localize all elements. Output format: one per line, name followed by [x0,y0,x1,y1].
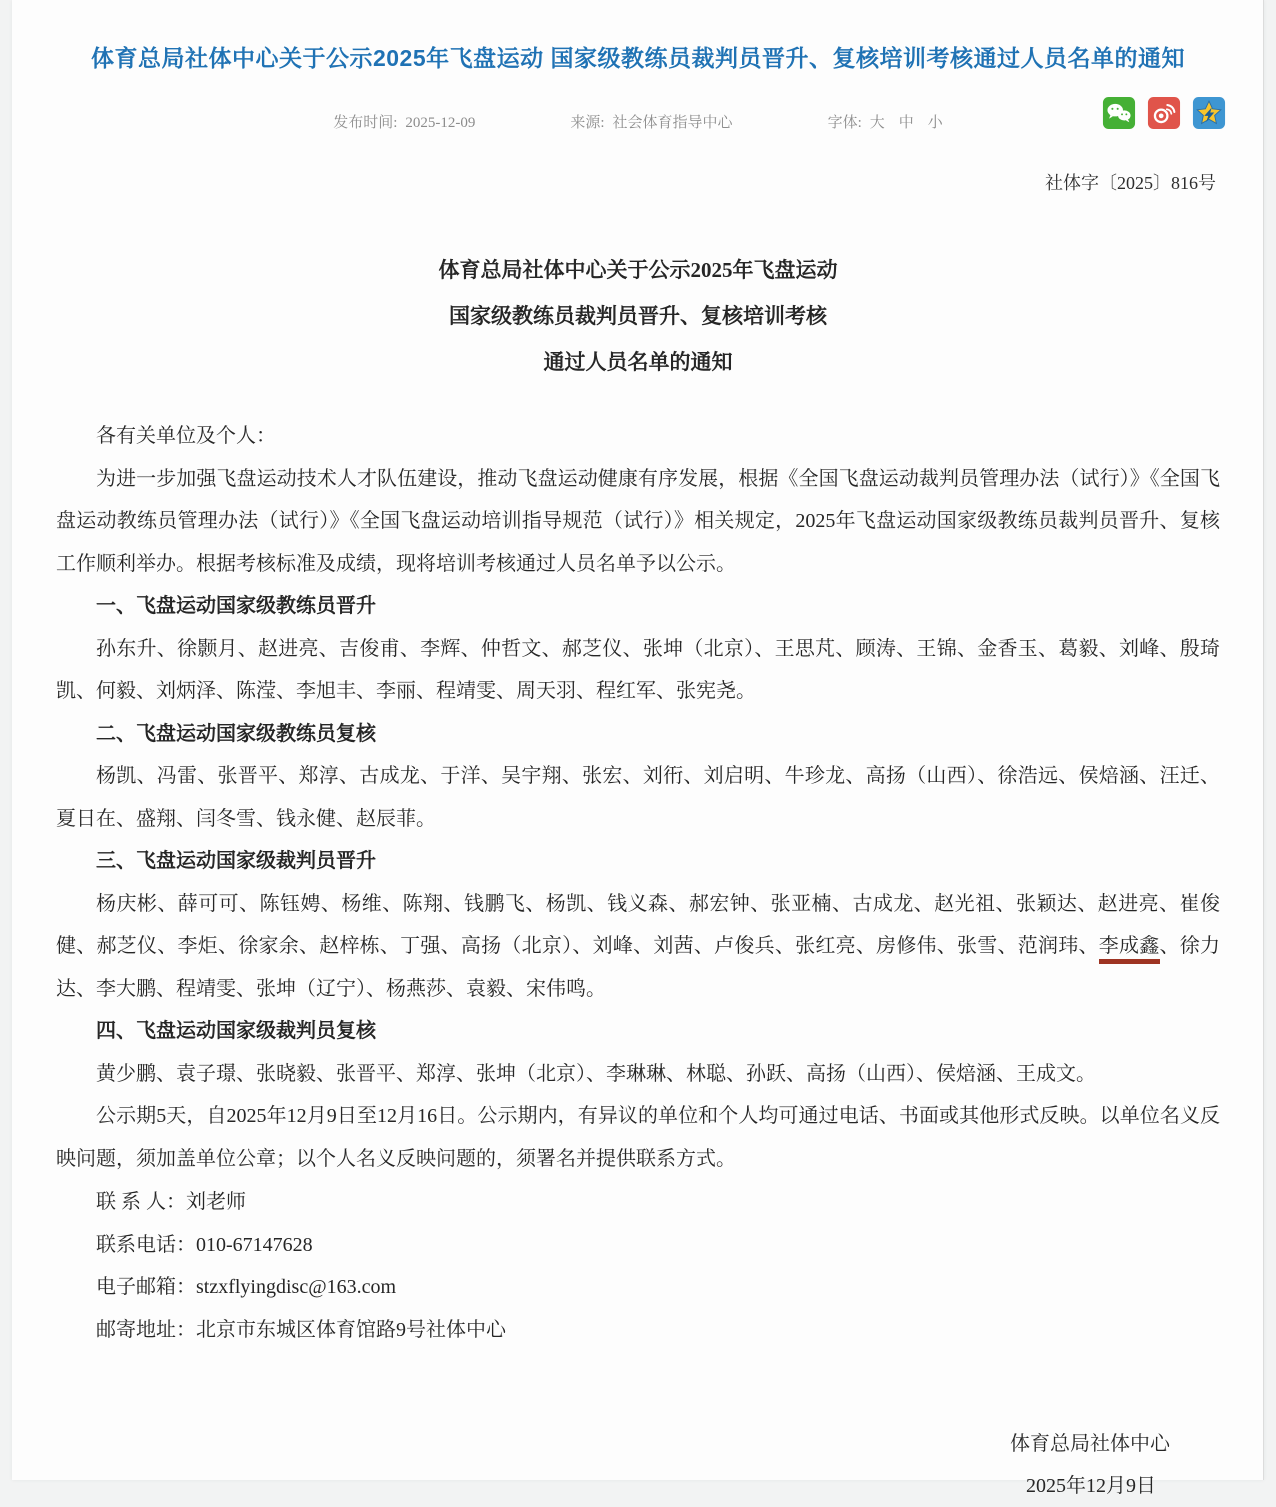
notice-period-paragraph: 公示期5天，自2025年12月9日至12月16日。公示期内，有异议的单位和个人均可通过电话、书面或其他形式反映。以单位名义反映问题，须加盖单位公章；以个人名义反映问题的，须署名并提供联系方式。 [56,1105,1220,1170]
contact-label: 联 系 人： [96,1191,186,1213]
font-size-large[interactable]: 大 [869,114,885,131]
intro-paragraph: 为进一步加强飞盘运动技术人才队伍建设，推动飞盘运动健康有序发展，根据《全国飞盘运动裁判员管理办法（试行）》《全国飞盘运动教练员管理办法（试行）》《全国飞盘运动培训指导规范（试行）》相关规定，2025年飞盘运动国家级教练员裁判员晋升、复核工作顺利举办。根据考核标准及成绩，现将培训考核通过人员名单予以公示。 [56,467,1220,575]
section-2-names [56,755,1220,840]
name-list: 杨凯、冯雷、张晋平、郑淳、古成龙、于洋、吴宇翔、张宏、刘衎、刘启明、牛珍龙、高扬（山西）、徐浩远、侯焙涵、汪迁、夏日在、盛翔、闫冬雪、钱永健、赵辰菲。 [56,765,1220,830]
source [570,111,732,132]
page-header [12,0,1264,141]
font-size-small[interactable]: 小 [927,114,943,131]
wechat-share-icon[interactable] [1102,96,1136,130]
salutation: 各有关单位及个人： [96,425,276,447]
page [12,0,1264,1497]
name-list: 杨庆彬、薛可可、陈钰娉、杨维、陈翔、钱鹏飞、杨凯、钱义森、郝宏钟、张亚楠、古成龙、赵光祖、张颖达、赵进亮、崔俊健、郝芝仪、李炬、徐家余、赵梓栋、丁强、高扬（北京）、刘峰、刘茜、卢俊兵、张红亮、房修伟、张雪、范润玮、 [56,892,1220,957]
contact-label: 联系电话： [96,1233,196,1256]
source-label: 来源: [570,114,605,131]
contact-value: stzxflyingdisc@163.com [196,1276,397,1298]
section-2-heading: 二、飞盘运动国家级教练员复核 [96,722,376,745]
section-3-names [56,883,1220,1011]
section-4-heading: 四、飞盘运动国家级裁判员复核 [96,1020,376,1042]
highlighted-name: 李成鑫 [1099,935,1160,964]
contact-block [56,1181,1220,1351]
section-4-names [56,1053,1220,1096]
font-size-label: 字体: [827,114,862,131]
document-title-line-2: 国家级教练员裁判员晋升、复核培训考核 [449,304,827,328]
section-1-names [56,628,1220,713]
document-body [56,415,1220,1507]
signature-block [56,1423,1220,1507]
contact-value: 北京市东城区体育馆路9号社体中心 [196,1318,506,1341]
right-edge-divider [1263,0,1264,1480]
contact-address [56,1309,1220,1352]
favorite-star-icon[interactable] [1192,96,1226,130]
contact-person [56,1181,1220,1224]
weibo-share-icon[interactable] [1147,96,1181,130]
contact-phone [56,1224,1220,1267]
contact-value: 刘老师 [186,1191,246,1213]
font-size-switcher [828,111,943,132]
name-list: 孙东升、徐颢月、赵进亮、吉俊甫、李辉、仲哲文、郝芝仪、张坤（北京）、王思芃、顾涛、王锦、金香玉、葛毅、刘峰、殷琦凯、何毅、刘炳泽、陈滢、李旭丰、李丽、程靖雯、周天羽、程红军、张宪尧。 [56,637,1220,702]
document-title-line-1: 体育总局社体中心关于公示2025年飞盘运动 [438,258,838,282]
contact-label: 邮寄地址： [96,1318,196,1341]
publish-time-label: 发布时间: [333,114,398,131]
page-title: 体育总局社体中心关于公示2025年飞盘运动 国家级教练员裁判员晋升、复核培训考核通过人员名单的通知 [90,45,1186,71]
contact-value: 010-67147628 [196,1233,313,1256]
document-title-line-3: 通过人员名单的通知 [543,350,733,374]
publish-time-value: 2025-12-09 [405,114,476,131]
document-number: 社体字〔2025〕816号 [1045,173,1216,193]
publish-time [333,111,475,132]
font-size-medium[interactable]: 中 [898,114,914,131]
contact-label: 电子邮箱： [96,1276,196,1298]
section-1-heading: 一、飞盘运动国家级教练员晋升 [96,595,376,617]
name-list: 黄少鹏、袁子璟、张晓毅、张晋平、郑淳、张坤（北京）、李琳琳、林聪、孙跃、高扬（山西）、侯焙涵、王成文。 [96,1062,1096,1085]
share-buttons [1102,96,1226,130]
document-title [12,247,1264,385]
contact-email [56,1266,1220,1309]
signature-org: 体育总局社体中心 [1010,1433,1170,1455]
section-3-heading: 三、飞盘运动国家级裁判员晋升 [96,850,376,872]
name-list: 、徐力达、李大鹏、程靖雯、张坤（辽宁）、杨燕莎、袁毅、宋伟鸣。 [56,935,1221,1000]
signature-date: 2025年12月9日 [1026,1475,1156,1497]
meta-row [12,101,1264,141]
source-value: 社会体育指导中心 [612,114,733,131]
